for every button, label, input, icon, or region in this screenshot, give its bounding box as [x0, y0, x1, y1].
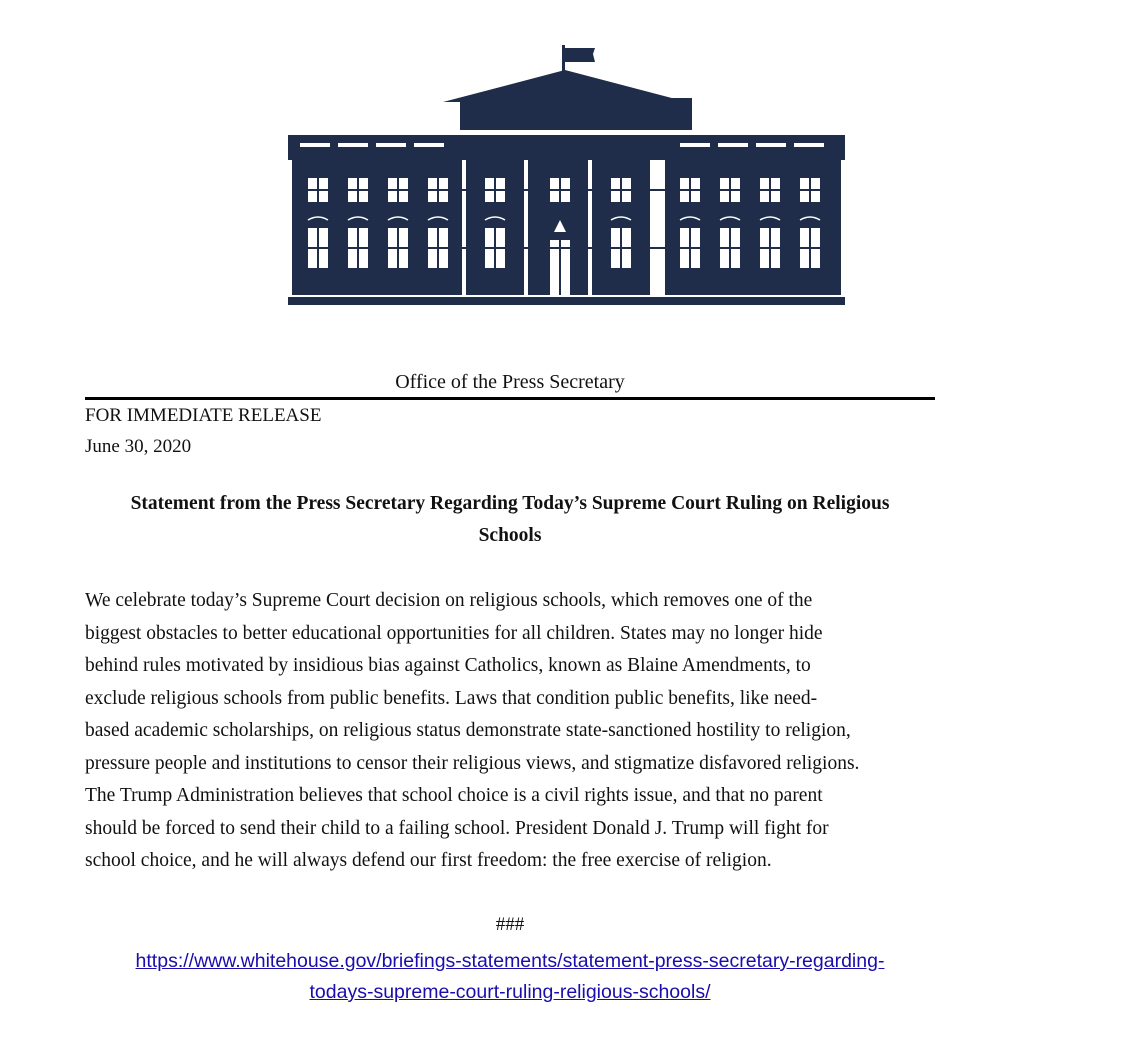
- white-house-logo: [280, 40, 850, 315]
- source-link-line-1[interactable]: https://www.whitehouse.gov/briefings-statements/statement-press-secretary-regarding-: [135, 950, 885, 972]
- header-divider: [85, 397, 935, 400]
- source-link[interactable]: [85, 946, 935, 1008]
- office-title: Office of the Press Secretary: [395, 371, 625, 393]
- release-label: FOR IMMEDIATE RELEASE: [85, 405, 322, 426]
- statement-body: [85, 585, 945, 878]
- body-line: behind rules motivated by insidious bias against Catholics, known as Blaine Amendments, to: [85, 655, 811, 676]
- statement-title: [85, 488, 935, 552]
- statement-title-line-2: Schools: [478, 525, 542, 546]
- body-line: The Trump Administration believes that school choice is a civil rights issue, and that no parent: [85, 785, 823, 806]
- body-line: school choice, and he will always defend our first freedom: the free exercise of religion.: [85, 850, 772, 871]
- body-line: should be forced to send their child to a failing school. President Donald J. Trump will fight for: [85, 817, 829, 839]
- body-line: based academic scholarships, on religious status demonstrate state-sanctioned hostility to religion,: [85, 720, 851, 741]
- body-line: pressure people and institutions to censor their religious views, and stigmatize disfavored religions.: [85, 752, 860, 774]
- source-link-line-2[interactable]: todays-supreme-court-ruling-religious-schools/: [309, 981, 711, 1003]
- release-date: June 30, 2020: [85, 436, 192, 457]
- end-of-release-mark: ###: [495, 914, 525, 935]
- body-line: biggest obstacles to better educational opportunities for all children. States may no longer hide: [85, 622, 823, 644]
- body-line: We celebrate today’s Supreme Court decision on religious schools, which removes one of the: [85, 590, 813, 611]
- statement-title-line-1: Statement from the Press Secretary Regarding Today’s Supreme Court Ruling on Religious: [130, 493, 890, 514]
- body-line: exclude religious schools from public benefits. Laws that condition public benefits, like need-: [85, 687, 818, 709]
